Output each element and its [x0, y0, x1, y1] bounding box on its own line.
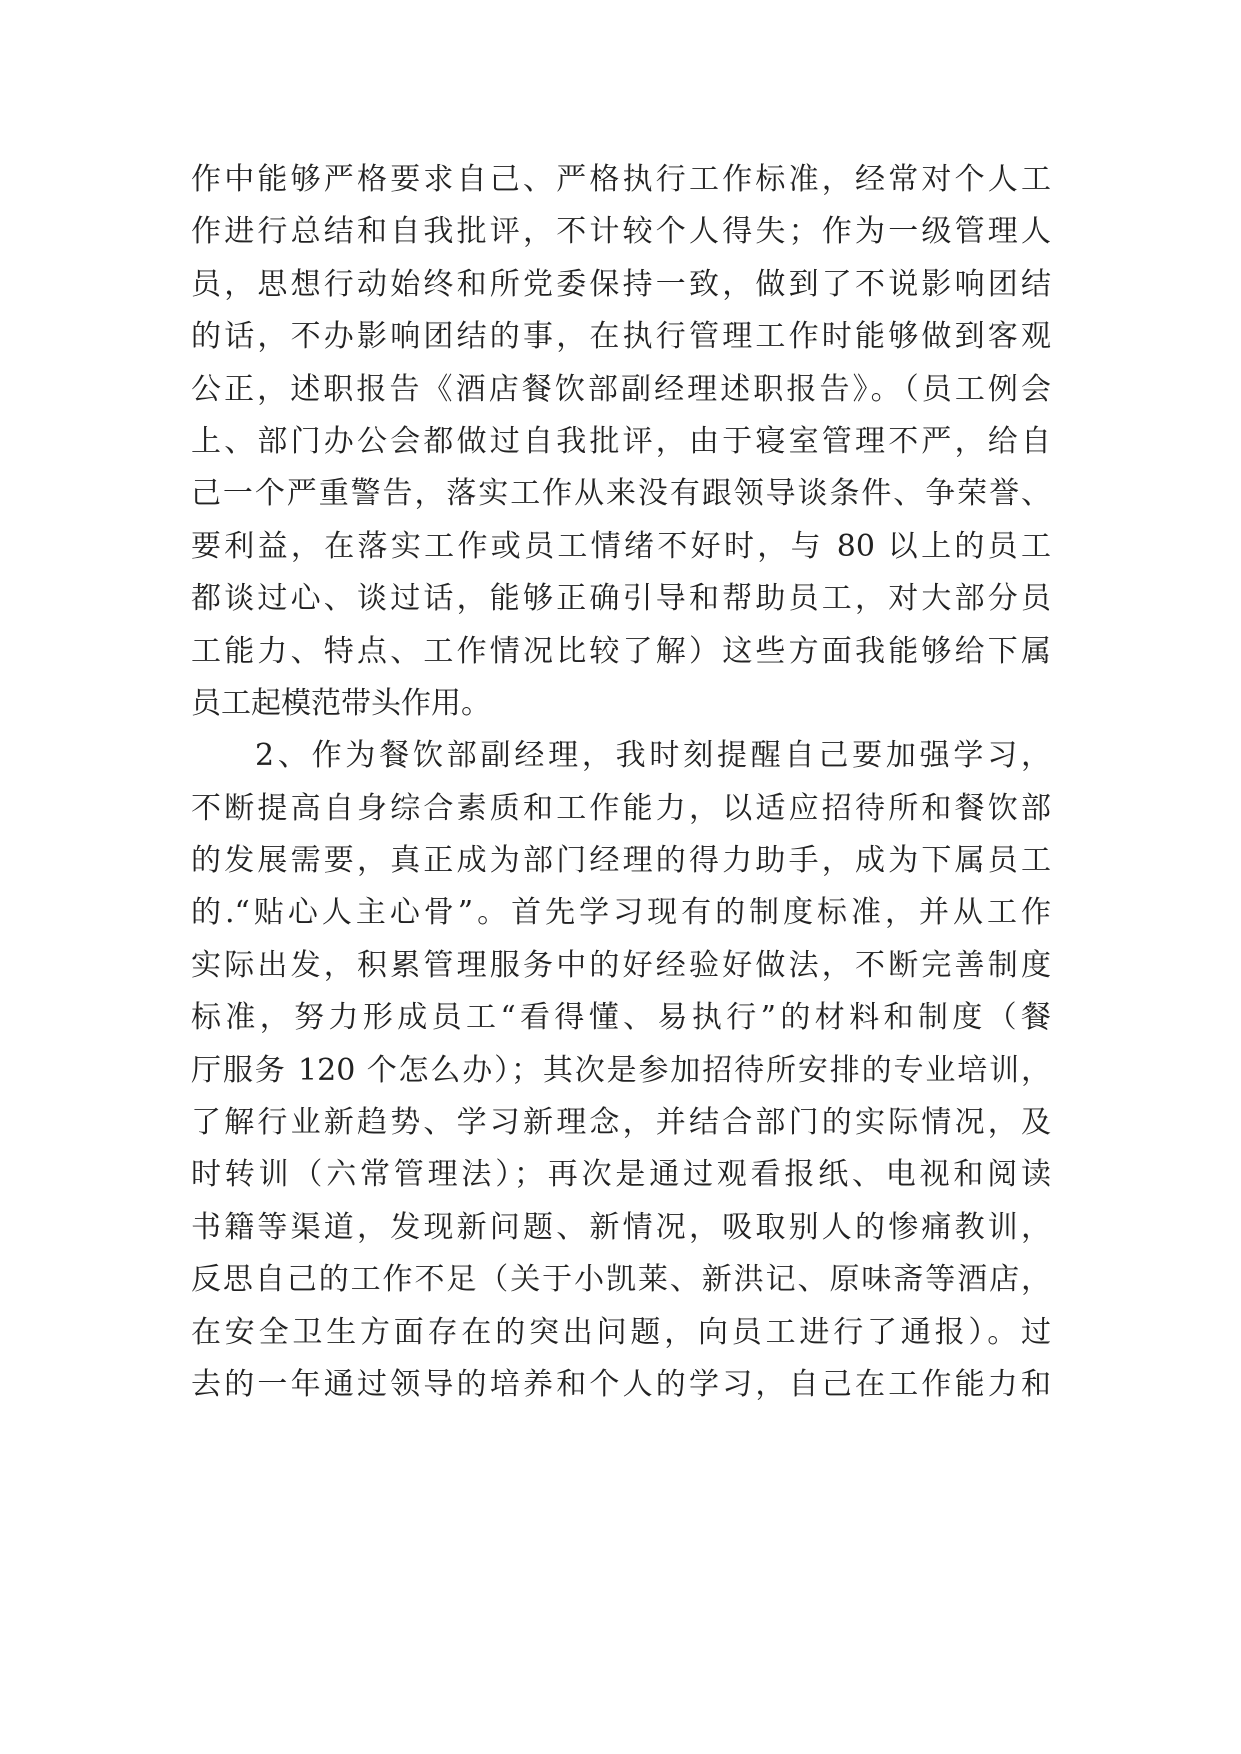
text-line: 厅服务 120 个怎么办）；其次是参加招待所安排的专业培训， — [191, 1052, 1051, 1088]
body-text — [191, 154, 1051, 1411]
paragraph-start-line: 2、作为餐饮部副经理，我时刻提醒自己要加强学习， — [255, 738, 1051, 774]
text-line: 标准，努力形成员工“看得懂、易执行”的材料和制度（餐 — [191, 1000, 1051, 1036]
text-line: 的.“贴心人主心骨”。首先学习现有的制度标准，并从工作 — [191, 895, 1051, 931]
text-line: 实际出发，积累管理服务中的好经验好做法，不断完善制度 — [191, 947, 1051, 983]
text-line: 员工起模范带头作用。 — [191, 685, 491, 721]
text-line: 上、部门办公会都做过自我批评，由于寝室管理不严，给自 — [191, 423, 1051, 459]
text-line: 作进行总结和自我批评，不计较个人得失；作为一级管理人 — [191, 214, 1051, 250]
text-line: 员，思想行动始终和所党委保持一致，做到了不说影响团结 — [191, 266, 1051, 302]
text-line: 己一个严重警告，落实工作从来没有跟领导谈条件、争荣誉、 — [191, 476, 1051, 512]
text-line: 公正，述职报告《酒店餐饮部副经理述职报告》。（员工例会 — [191, 371, 1051, 407]
text-line: 的发展需要，真正成为部门经理的得力助手，成为下属员工 — [191, 843, 1051, 879]
text-line: 了解行业新趋势、学习新理念，并结合部门的实际情况，及 — [191, 1105, 1051, 1141]
text-line: 作中能够严格要求自己、严格执行工作标准，经常对个人工 — [191, 162, 1051, 197]
text-line: 在安全卫生方面存在的突出问题，向员工进行了通报）。过 — [191, 1314, 1051, 1350]
text-line: 要利益，在落实工作或员工情绪不好时，与 80 以上的员工 — [191, 528, 1051, 564]
text-line: 都谈过心、谈过话，能够正确引导和帮助员工，对大部分员 — [191, 581, 1051, 617]
text-line: 不断提高自身综合素质和工作能力，以适应招待所和餐饮部 — [191, 790, 1051, 826]
text-line: 的话，不办影响团结的事，在执行管理工作时能够做到客观 — [191, 319, 1051, 355]
text-line: 时转训（六常管理法）；再次是通过观看报纸、电视和阅读 — [191, 1157, 1051, 1193]
text-line: 反思自己的工作不足（关于小凯莱、新洪记、原味斋等酒店， — [191, 1262, 1051, 1298]
text-line: 工能力、特点、工作情况比较了解）这些方面我能够给下属 — [191, 633, 1051, 669]
text-line: 去的一年通过领导的培养和个人的学习，自己在工作能力和 — [191, 1366, 1051, 1402]
text-line: 书籍等渠道，发现新问题、新情况，吸取别人的惨痛教训， — [191, 1209, 1051, 1245]
